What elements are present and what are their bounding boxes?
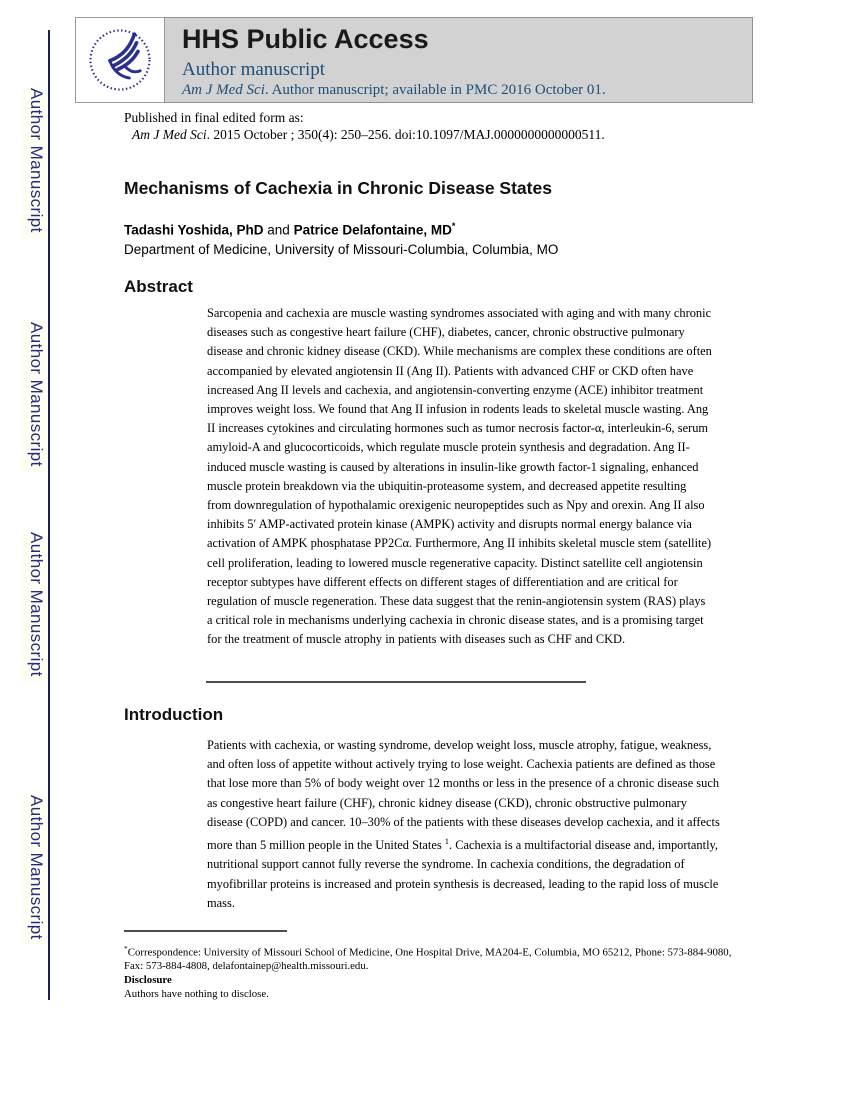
- correspondence-text: Correspondence: University of Missouri School of Medicine, One Hospital Drive, MA204-E, Columbia, MO 65212, Phone: 573-884-9080, Fax: 573-884-4808, delafontainep@health.missouri.edu.: [124, 946, 732, 973]
- published-citation-rest: . 2015 October ; 350(4): 250–256. doi:10.1097/MAJ.0000000000000511.: [206, 127, 605, 142]
- disclosure-heading: Disclosure: [124, 974, 172, 986]
- introduction-text-part2: . Cachexia is a multifactorial disease and, importantly, nutritional support cannot fully reverse the syndrome. In cachexia conditions, the degradation of myofibrillar proteins is increased and protein synthesis is decreased, leading to the rapid loss of muscle mass.: [207, 838, 719, 910]
- published-block: [124, 109, 605, 143]
- affiliation: Department of Medicine, University of Missouri-Columbia, Columbia, MO: [124, 242, 559, 257]
- reference-1-superscript: 1: [444, 836, 450, 847]
- published-label: Published in final edited form as:: [124, 110, 304, 125]
- published-citation: [132, 126, 605, 143]
- introduction-text-part1: Patients with cachexia, or wasting syndrome, develop weight loss, muscle atrophy, fatigue, weakness, and often loss of appetite without actively trying to lose weight. Cachexia patients are defined as those that lose more than 5% of body weight over 12 months or less in the presence of a chronic disease such as congestive heart failure (CHF), chronic kidney disease (CKD), chronic obstructive pulmonary disease (COPD) and cancer. 10–30% of the patients with these diseases develop cachexia, and it affects more than 5 million people in the United States: [207, 738, 720, 853]
- corresponding-author-asterisk: *: [451, 221, 456, 231]
- introduction-heading: Introduction: [124, 705, 224, 724]
- article-title: Mechanisms of Cachexia in Chronic Disease States: [124, 178, 552, 198]
- hhs-logo: [75, 17, 165, 103]
- published-journal: Am J Med Sci: [132, 127, 207, 142]
- introduction-text: [207, 736, 724, 913]
- watermark-author-manuscript: Author Manuscript: [22, 532, 46, 682]
- abstract-heading: Abstract: [124, 277, 193, 296]
- abstract-end-divider: [206, 681, 586, 683]
- hhs-eagle-icon: [84, 24, 156, 96]
- watermark-author-manuscript: Author Manuscript: [22, 795, 46, 945]
- header-citation: [182, 81, 606, 100]
- correspondence-footnote: [124, 942, 740, 974]
- watermark-author-manuscript: Author Manuscript: [22, 322, 46, 472]
- abstract-text: Sarcopenia and cachexia are muscle wasting syndromes associated with aging and with many chronic diseases such as congestive heart failure (CHF), diabetes, cancer, chronic obstructive pulmonary disease and chronic kidney disease (CKD). While mechanisms are complex these conditions are often accompanied by elevated angiotensin II (Ang II). Patients with advanced CHF or CKD often have increased Ang II levels and cachexia, and angiotensin-converting enzyme (ACE) inhibitor treatment improves weight loss. We found that Ang II infusion in rodents leads to skeletal muscle wasting. Ang II increases cytokines and circulating hormones such as tumor necrosis factor-α, interleukin-6, serum amyloid-A and glucocorticoids, which regulate muscle protein synthesis and degradation. Ang II-induced muscle wasting is caused by alterations in insulin-like growth factor-1 signaling, enhanced muscle protein breakdown via the ubiquitin-proteasome system, and decreased appetite resulting from downregulation of hypothalamic orexigenic neuropeptides such as Npy and orexin. Ang II also inhibits 5′ AMP-activated protein kinase (AMPK) activity and disrupts normal energy balance via activation of AMPK phosphatase PP2Cα. Furthermore, Ang II inhibits skeletal muscle stem (satellite) cell proliferation, leading to lowered muscle regenerative capacity. Distinct satellite cell angiotensin receptor subtypes have different effects on different stages of differentiation and are critical for regulation of muscle regeneration. These data suggest that the renin-angiotensin system (RAS) plays a critical role in mechanisms underlying cachexia in chronic disease states, and is a promising target for the treatment of muscle atrophy in patients with diseases such as CHF and CKD.: [207, 306, 712, 647]
- header-citation-rest: . Author manuscript; available in PMC 2016 October 01.: [264, 82, 606, 98]
- sidebar-divider-line: [48, 30, 50, 1000]
- author-line: [124, 221, 455, 238]
- disclosure-text: Authors have nothing to disclose.: [124, 988, 269, 1000]
- hhs-public-access-title: HHS Public Access: [182, 24, 429, 54]
- author-separator: and: [263, 222, 294, 238]
- watermark-author-manuscript: Author Manuscript: [22, 88, 46, 238]
- pmc-header-banner: [75, 17, 753, 103]
- header-citation-journal: Am J Med Sci: [182, 82, 265, 98]
- footnote-rule: [124, 930, 287, 932]
- pmc-header-text: [182, 23, 606, 100]
- author-1: Tadashi Yoshida, PhD: [124, 222, 264, 238]
- author-manuscript-label: Author manuscript: [182, 59, 326, 80]
- correspondence-asterisk: *: [124, 944, 128, 953]
- author-2: Patrice Delafontaine, MD: [293, 222, 452, 238]
